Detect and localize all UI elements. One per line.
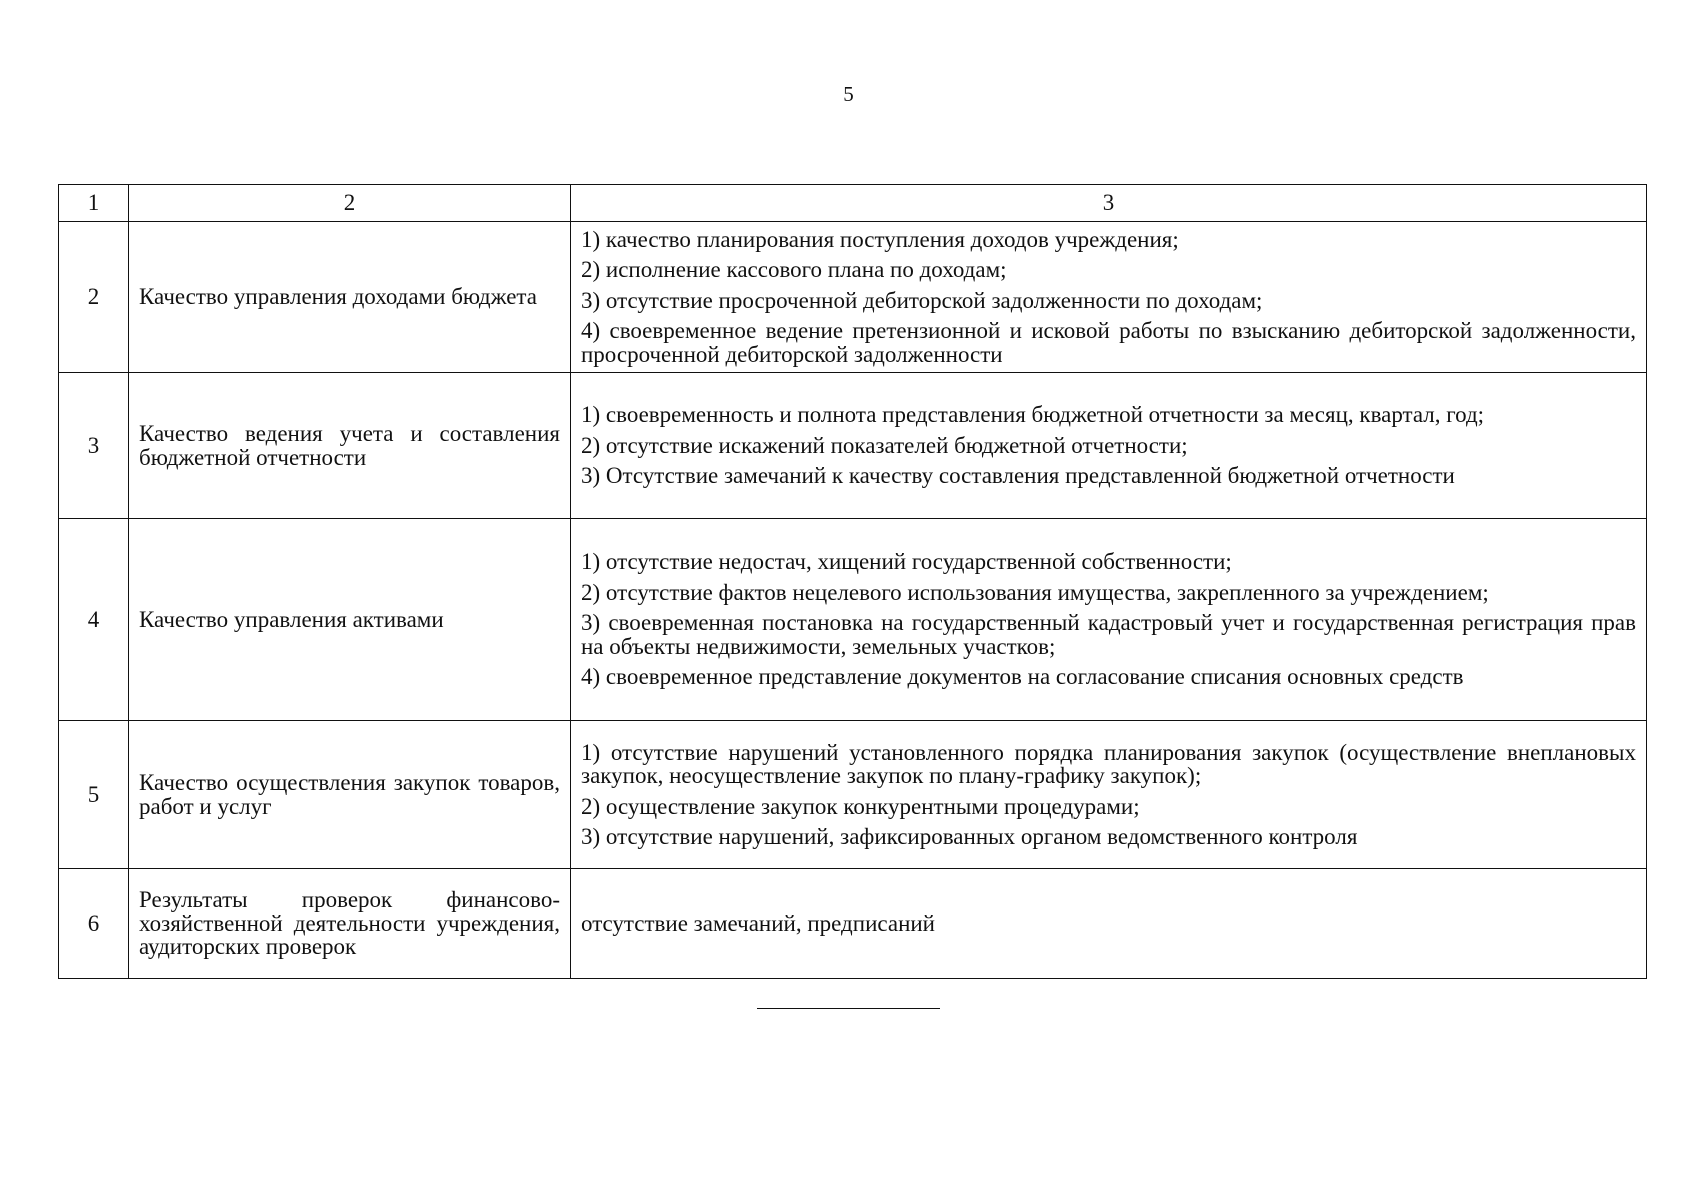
- header-cell-1: 1: [59, 185, 129, 222]
- table-row: [59, 869, 1647, 979]
- criterion-item: 1) своевременность и полнота представления бюджетной отчетности за месяц, квартал, год;: [581, 402, 1485, 428]
- row-number: 6: [59, 869, 129, 979]
- criterion-details: [571, 222, 1647, 373]
- criterion-name: Качество управления активами: [129, 519, 571, 721]
- criterion-item: 2) исполнение кассового плана по доходам;: [581, 257, 1007, 283]
- row-number: 4: [59, 519, 129, 721]
- criterion-name: Качество управления доходами бюджета: [129, 222, 571, 373]
- table-row: [59, 519, 1647, 721]
- table-row: [59, 721, 1647, 869]
- page-number: 5: [843, 82, 854, 106]
- row-number: 5: [59, 721, 129, 869]
- criterion-item: 3) своевременная постановка на государственный кадастровый учет и государственная регистрация прав на объекты недвижимости, земельных участков;: [581, 610, 1636, 659]
- criterion-item: отсутствие замечаний, предписаний: [581, 910, 935, 936]
- table-row: [59, 373, 1647, 519]
- header-cell-3: 3: [571, 185, 1647, 222]
- criterion-name: Качество осуществления закупок товаров, работ и услуг: [129, 721, 571, 869]
- criteria-table: [58, 184, 1647, 979]
- criterion-item: 1) отсутствие нарушений установленного порядка планирования закупок (осуществление внеплановых закупок, неосуществление закупок по плану-графику закупок);: [581, 739, 1636, 789]
- end-of-document-rule: [757, 1008, 940, 1009]
- criterion-details: [571, 869, 1647, 979]
- criterion-item: 2) отсутствие фактов нецелевого использования имущества, закрепленного за учреждением;: [581, 579, 1489, 605]
- criterion-details: [571, 721, 1647, 869]
- criterion-item: 4) своевременное представление документов на согласование списания основных средств: [581, 664, 1464, 690]
- criterion-item: 4) своевременное ведение претензионной и исковой работы по взысканию дебиторской задолженности, просроченной дебиторской задолженности: [581, 318, 1636, 367]
- criterion-item: 3) отсутствие просроченной дебиторской задолженности по доходам;: [581, 287, 1263, 313]
- criterion-name: Качество ведения учета и составления бюджетной отчетности: [129, 373, 571, 519]
- criterion-details: [571, 373, 1647, 519]
- criterion-item: 2) отсутствие искажений показателей бюджетной отчетности;: [581, 432, 1188, 458]
- criterion-item: 2) осуществление закупок конкурентными процедурами;: [581, 793, 1140, 819]
- row-number: 2: [59, 222, 129, 373]
- table-row: [59, 222, 1647, 373]
- row-number: 3: [59, 373, 129, 519]
- criterion-item: 1) отсутствие недостач, хищений государственной собственности;: [581, 549, 1232, 575]
- criterion-details: [571, 519, 1647, 721]
- header-cell-2: 2: [129, 185, 571, 222]
- table-header-row: [59, 185, 1647, 222]
- criterion-item: 3) Отсутствие замечаний к качеству составления представленной бюджетной отчетности: [581, 463, 1455, 489]
- criterion-item: 3) отсутствие нарушений, зафиксированных органом ведомственного контроля: [581, 823, 1358, 849]
- criterion-name: Результаты проверок финансово-хозяйственной деятельности учреждения, аудиторских проверок: [129, 869, 571, 979]
- criterion-item: 1) качество планирования поступления доходов учреждения;: [581, 226, 1179, 252]
